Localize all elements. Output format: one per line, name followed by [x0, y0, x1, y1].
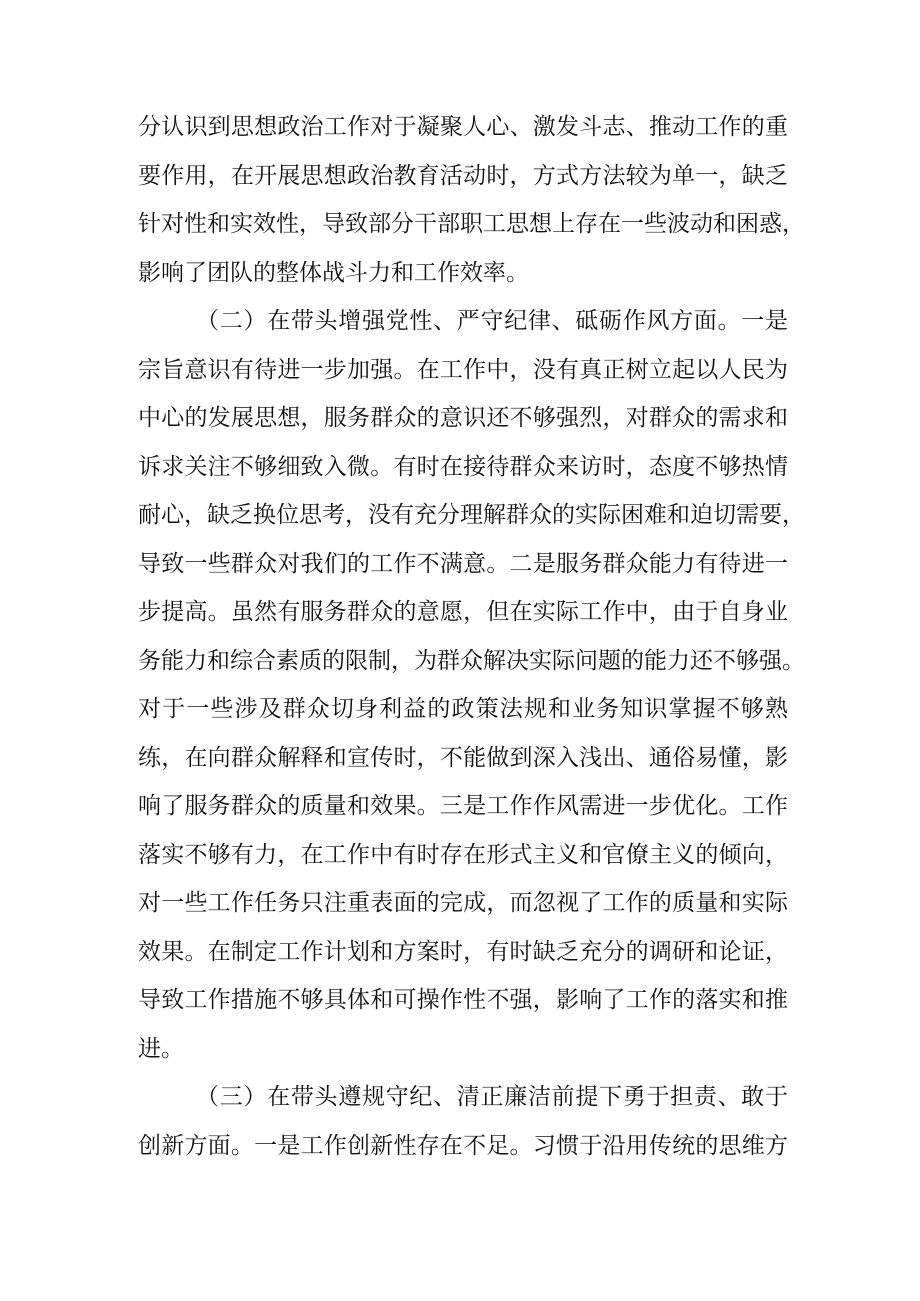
text-line: 创新方面。一是工作创新性存在不足。习惯于沿用传统的思维方: [138, 1132, 788, 1159]
text-line: 对于一些涉及群众切身利益的政策法规和业务知识掌握不够熟: [138, 696, 788, 722]
text-line: 务能力和综合素质的限制，为群众解决实际问题的能力还不够强。: [138, 647, 805, 674]
text-line: 影响了团队的整体战斗力和工作效率。: [138, 259, 529, 286]
body-text: [138, 103, 805, 1170]
text-line: 分认识到思想政治工作对于凝聚人心、激发斗志、推动工作的重: [138, 114, 788, 140]
text-line: 练，在向群众解释和宣传时，不能做到深入浅出、通俗易懂，影: [138, 744, 788, 771]
paragraph-heading-line: （三）在带头遵规守纪、清正廉洁前提下勇于担责、敢于: [196, 1084, 788, 1110]
text-line: 宗旨意识有待进一步加强。在工作中，没有真正树立起以人民为: [138, 356, 788, 383]
text-line: 诉求关注不够细致入微。有时在接待群众来访时，态度不够热情: [138, 453, 788, 480]
paragraph-heading-line: （二）在带头增强党性、严守纪律、砥砺作风方面。一是: [196, 308, 788, 334]
text-line: 落实不够有力，在工作中有时存在形式主义和官僚主义的倾向，: [138, 841, 788, 868]
text-line: 中心的发展思想，服务群众的意识还不够强烈，对群众的需求和: [138, 405, 788, 431]
text-line: 对一些工作任务只注重表面的完成，而忽视了工作的质量和实际: [138, 890, 788, 916]
text-line: 步提高。虽然有服务群众的意愿，但在实际工作中，由于自身业: [138, 599, 788, 625]
text-line: 耐心，缺乏换位思考，没有充分理解群众的实际困难和迫切需要，: [138, 502, 805, 528]
text-line: 进。: [138, 1035, 184, 1062]
text-line: 效果。在制定工作计划和方案时，有时缺乏充分的调研和论证，: [138, 938, 788, 965]
text-line: 针对性和实效性，导致部分干部职工思想上存在一些波动和困惑，: [138, 211, 805, 237]
text-line: 导致一些群众对我们的工作不满意。二是服务群众能力有待进一: [138, 550, 788, 577]
text-line: 导致工作措施不够具体和可操作性不强，影响了工作的落实和推: [138, 987, 788, 1013]
text-line: 响了服务群众的质量和效果。三是工作作风需进一步优化。工作: [138, 793, 788, 819]
text-line: 要作用，在开展思想政治教育活动时，方式方法较为单一，缺乏: [138, 162, 788, 189]
